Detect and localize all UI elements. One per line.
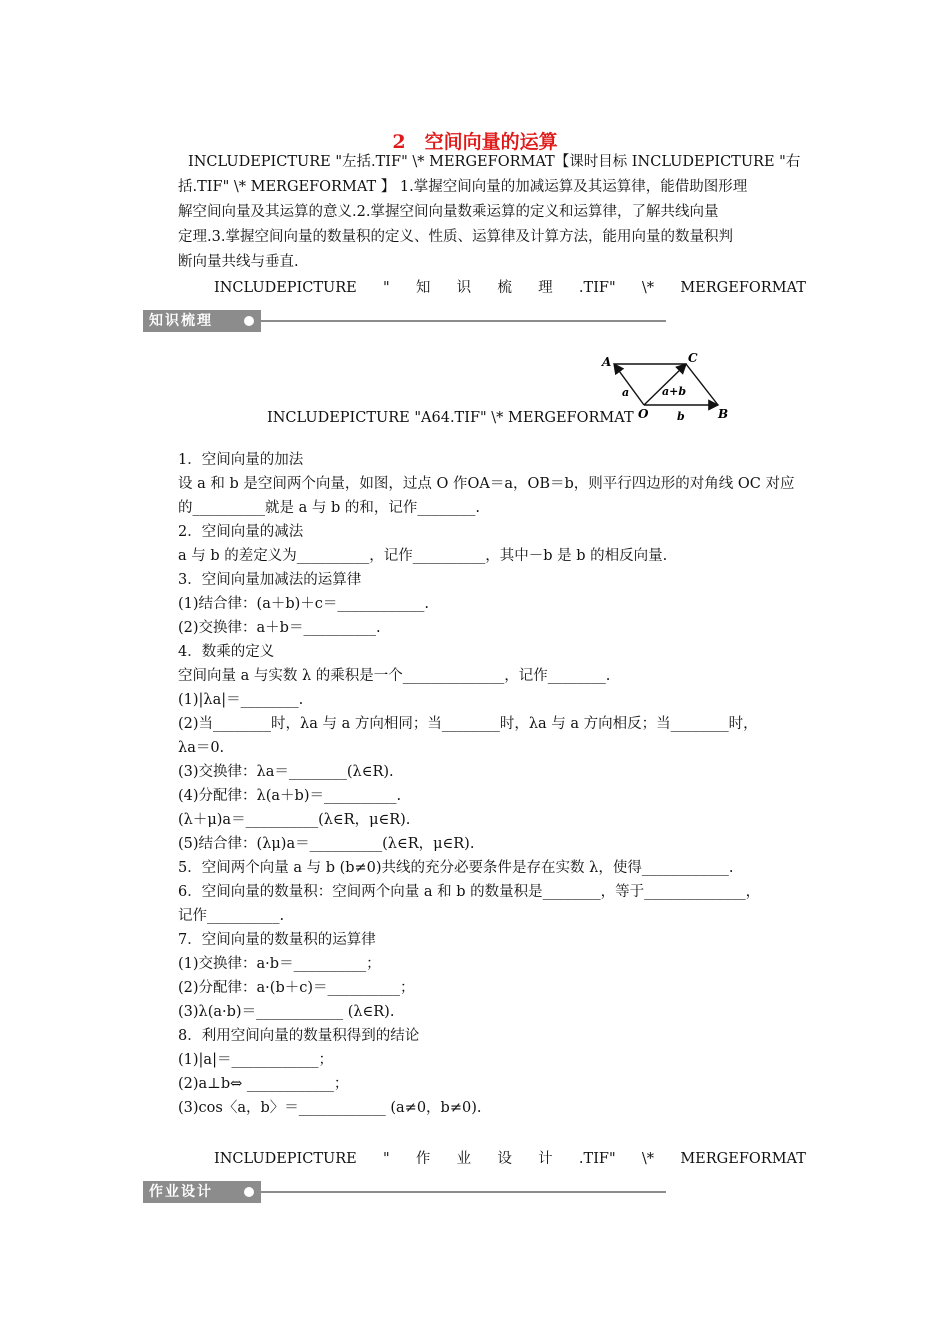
content-line: (2)分配律：a·(b＋c)＝__________； [178,980,415,996]
label-A: A [602,355,612,369]
content-line: (3)λ(a·b)＝____________ (λ∈R). [178,1004,395,1020]
content-line: 记作__________. [178,908,285,924]
content-line: (1)结合律：(a＋b)＋c＝____________. [178,596,430,612]
content-line: a 与 b 的差定义为__________，记作__________，其中－b 是 b 的相反向量. [178,548,668,564]
page-title: 2 空间向量的运算 [392,131,558,153]
intro-line: 断向量共线与垂直. [178,254,299,270]
label-a-plus-b: a+b [662,385,687,398]
banner-label: 知识梳理 [143,310,261,332]
content-line: 3．空间向量加减法的运算律 [178,572,362,588]
include-line-1: INCLUDEPICTURE " 知 识 梳 理 .TIF" \* MERGEFORMAT [214,280,806,296]
banner-rule [261,320,666,322]
content-line: 7．空间向量的数量积的运算律 [178,932,376,948]
label-B: B [718,407,729,421]
content-body [178,448,818,1120]
content-line: 空间向量 a 与实数 λ 的乘积是一个______________，记作________. [178,668,611,684]
section-banner-homework [143,1181,666,1203]
intro-line: 定理.3.掌握空间向量的数量积的定义、性质、运算律及计算方法，能用向量的数量积判 [178,229,733,245]
content-line: 5．空间两个向量 a 与 b (b≠0)共线的充分必要条件是存在实数 λ，使得____________. [178,860,734,876]
parallelogram-right [686,364,718,405]
content-line: λa＝0. [178,740,225,756]
content-line: (5)结合律：(λμ)a＝__________(λ∈R，μ∈R). [178,836,475,852]
content-line: 4．数乘的定义 [178,644,275,660]
content-line: (4)分配律：λ(a＋b)＝__________. [178,788,402,804]
content-line: 的__________就是 a 与 b 的和，记作________. [178,500,480,516]
label-a: a [622,386,630,399]
content-line: 6．空间向量的数量积：空间两个向量 a 和 b 的数量积是________，等于______________， [178,884,761,900]
content-line: 2．空间向量的减法 [178,524,304,540]
banner-label: 作业设计 [143,1181,261,1203]
content-line: (3)cos〈a，b〉＝____________ (a≠0，b≠0). [178,1100,482,1116]
figure-caption: INCLUDEPICTURE "A64.TIF" \* MERGEFORMAT [267,410,634,426]
intro-line: 括.TIF" \* MERGEFORMAT 】 1.掌握空间向量的加减运算及其运算律，能借助图形理 [178,179,748,195]
content-line: 8．利用空间向量的数量积得到的结论 [178,1028,420,1044]
content-line: (2)交换律：a＋b＝__________. [178,620,381,636]
bullet-icon [244,316,254,326]
include-line-2: INCLUDEPICTURE " 作 业 设 计 .TIF" \* MERGEFORMAT [214,1151,806,1167]
content-line: (2)当________时，λa 与 a 方向相同；当________时，λa 与 a 方向相反；当________时， [178,716,758,732]
intro-line: 解空间向量及其运算的意义.2.掌握空间向量数乘运算的定义和运算律，了解共线向量 [178,204,719,220]
content-line: 设 a 和 b 是空间两个向量，如图，过点 O 作OA＝a，OB＝b，则平行四边形的对角线 OC 对应 [178,476,795,492]
label-C: C [688,351,698,365]
label-b: b [677,410,685,423]
content-line: (1)交换律：a·b＝__________； [178,956,381,972]
content-line: 1．空间向量的加法 [178,452,304,468]
content-line: (2)a⊥b⇔ ____________； [178,1076,349,1092]
section-banner-knowledge [143,310,666,332]
content-line: (3)交换律：λa＝________(λ∈R). [178,764,394,780]
banner-rule [261,1191,666,1193]
content-line: (1)|λa|＝________. [178,692,304,708]
bullet-icon [244,1187,254,1197]
intro-block [178,150,818,275]
label-O: O [638,407,649,421]
content-line: (1)|a|＝____________； [178,1052,333,1068]
intro-line: INCLUDEPICTURE "左括.TIF" \* MERGEFORMAT【课时目标 INCLUDEPICTURE "右 [188,154,801,170]
content-line: (λ＋μ)a＝__________(λ∈R，μ∈R). [178,812,411,828]
